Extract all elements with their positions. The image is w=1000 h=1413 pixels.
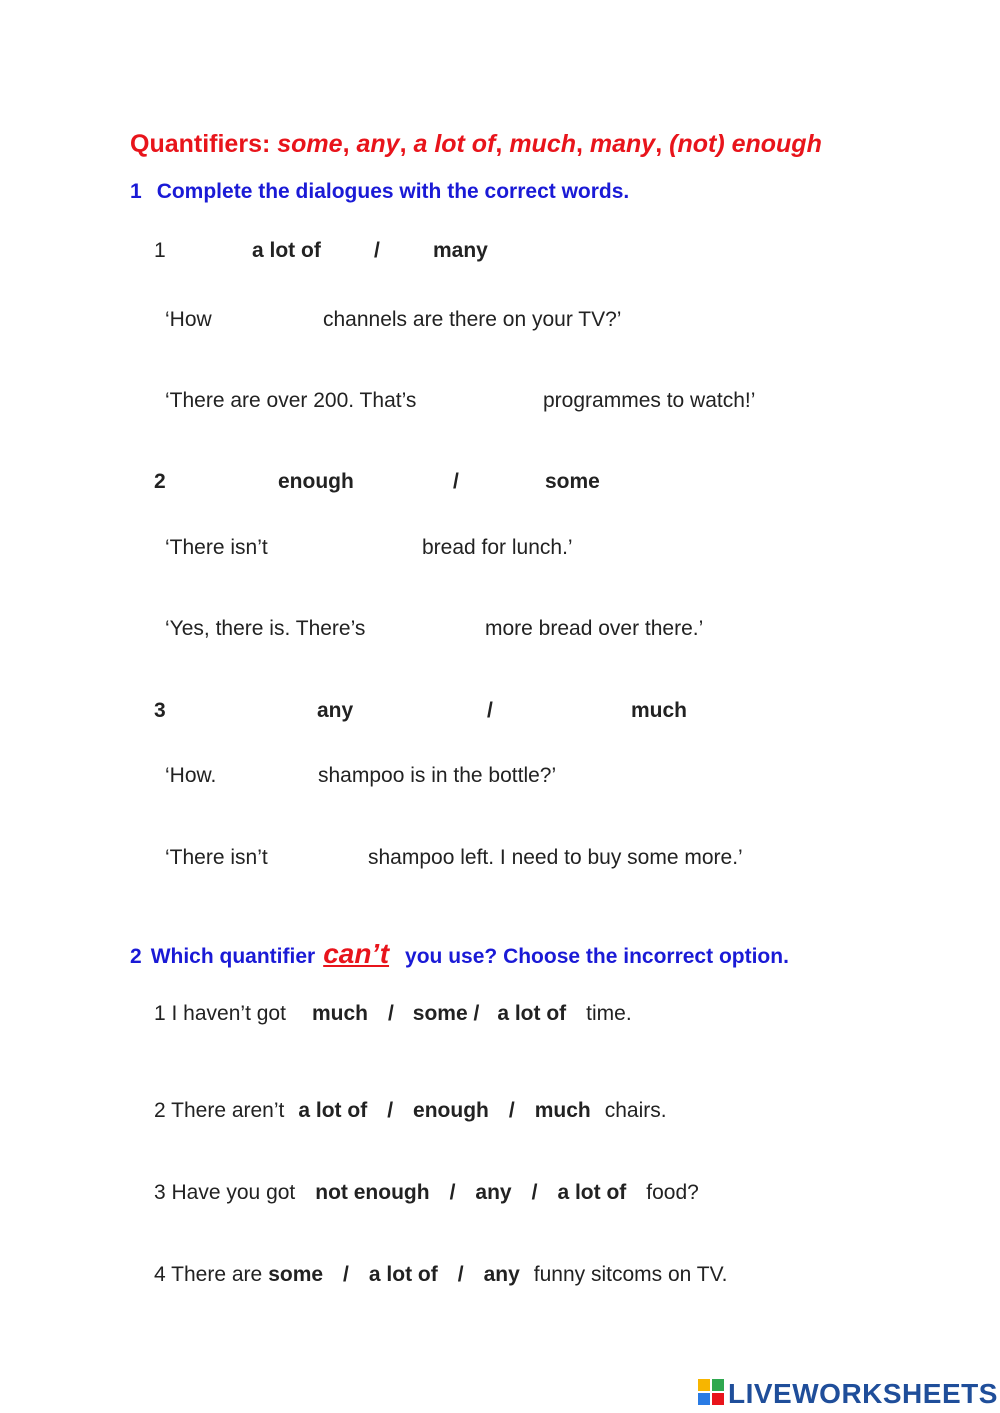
s1-item2-line2-before: ‘Yes, there is. There’s <box>165 617 366 640</box>
s2-item4-opt1[interactable]: some <box>268 1263 324 1286</box>
s1-item1-line2-before: ‘There are over 200. That’s <box>165 389 417 412</box>
s1-item3-line2-before: ‘There isn’t <box>165 846 268 869</box>
s2-item1-opt3[interactable]: a lot of <box>497 1002 567 1025</box>
s1-item2-line1-after: bread for lunch.’ <box>422 536 573 559</box>
s1-item2-line1-before: ‘There isn’t <box>165 536 268 559</box>
s1-item3-number: 3 <box>154 699 166 722</box>
liveworksheets-logo <box>698 1379 998 1409</box>
s1-item2-separator: / <box>453 470 459 493</box>
logo-text: LIVEWORKSHEETS <box>728 1378 998 1409</box>
s2-item2-opt3[interactable]: much <box>534 1099 591 1122</box>
s1-item2-option-b[interactable]: some <box>545 470 600 493</box>
s2-item4-opt3[interactable]: any <box>483 1263 520 1286</box>
s1-item2-option-a[interactable]: enough <box>278 470 354 493</box>
s1-item3-option-a[interactable]: any <box>317 699 354 722</box>
s1-item3-line1-after: shampoo is in the bottle?’ <box>318 764 557 787</box>
s1-item3-option-b[interactable]: much <box>631 699 688 722</box>
s1-item3-separator: / <box>487 699 493 722</box>
s1-item3-line2-after: shampoo left. I need to buy some more.’ <box>368 846 743 869</box>
s1-item2-line2-after: more bread over there.’ <box>485 617 704 640</box>
s1-item3-line1-before: ‘How. <box>165 764 217 787</box>
s1-item1-line1-after: channels are there on your TV?’ <box>323 308 622 331</box>
s1-item1-number: 1 <box>154 239 166 262</box>
s2-item1-opt1[interactable]: much <box>311 1002 368 1025</box>
section2-heading: 2 Which quantifier can’t you use? Choose the incorrect option. <box>130 938 789 969</box>
s2-item3: 3 Have you got not enough / any / a lot of food? <box>154 1181 699 1204</box>
logo-icon <box>698 1379 724 1409</box>
s2-item2-opt2[interactable]: enough <box>413 1099 489 1122</box>
s2-item3-opt1[interactable]: not enough <box>315 1181 430 1204</box>
s2-item4: 4 There are some / a lot of / any funny sitcoms on TV. <box>154 1263 728 1286</box>
s1-item2-number: 2 <box>154 470 166 493</box>
s2-item2: 2 There aren’t a lot of / enough / much chairs. <box>154 1099 667 1122</box>
s1-item1-line2-after: programmes to watch!’ <box>543 389 756 412</box>
s2-item3-opt3[interactable]: a lot of <box>557 1181 627 1204</box>
worksheet-title: Quantifiers: some, any, a lot of, much, many, (not) enough <box>130 130 822 158</box>
s1-item1-line1-before: ‘How <box>165 308 212 331</box>
s1-item1-separator: / <box>374 239 380 262</box>
s2-item2-opt1[interactable]: a lot of <box>298 1099 368 1122</box>
section1-heading: 1 Complete the dialogues with the correct words. <box>130 180 630 203</box>
s2-item4-opt2[interactable]: a lot of <box>368 1263 438 1286</box>
s1-item1-option-b[interactable]: many <box>433 239 488 262</box>
s2-item3-opt2[interactable]: any <box>475 1181 512 1204</box>
cant-emphasis: can’t <box>323 938 390 969</box>
s2-item1: 1 I haven’t got much / some / a lot of time. <box>154 1002 632 1025</box>
s2-item1-opt2[interactable]: some / <box>412 1002 480 1025</box>
s1-item1-option-a[interactable]: a lot of <box>252 239 321 262</box>
